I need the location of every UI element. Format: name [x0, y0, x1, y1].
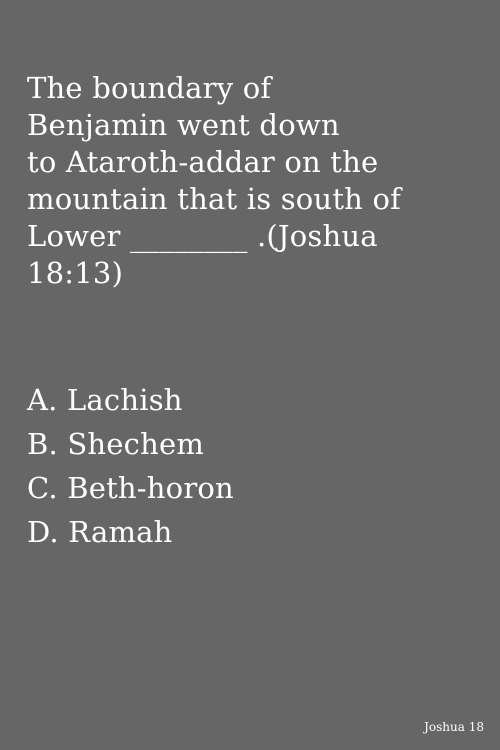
question-line: The boundary of: [27, 71, 272, 105]
scripture-reference: Joshua 18: [424, 720, 484, 734]
question-line: 18:13): [27, 256, 124, 290]
option-a: A. Lachish: [27, 383, 183, 417]
option-c: C. Beth-horon: [27, 471, 234, 505]
answer-options: [27, 378, 467, 554]
option-d: D. Ramah: [27, 515, 173, 549]
question-line: to Ataroth-addar on the: [27, 145, 379, 179]
question-line: Lower ________ .(Joshua: [27, 219, 378, 253]
question-line: Benjamin went down: [27, 108, 340, 142]
question-text: [27, 70, 467, 292]
question-line: mountain that is south of: [27, 182, 402, 216]
option-b: B. Shechem: [27, 427, 205, 461]
